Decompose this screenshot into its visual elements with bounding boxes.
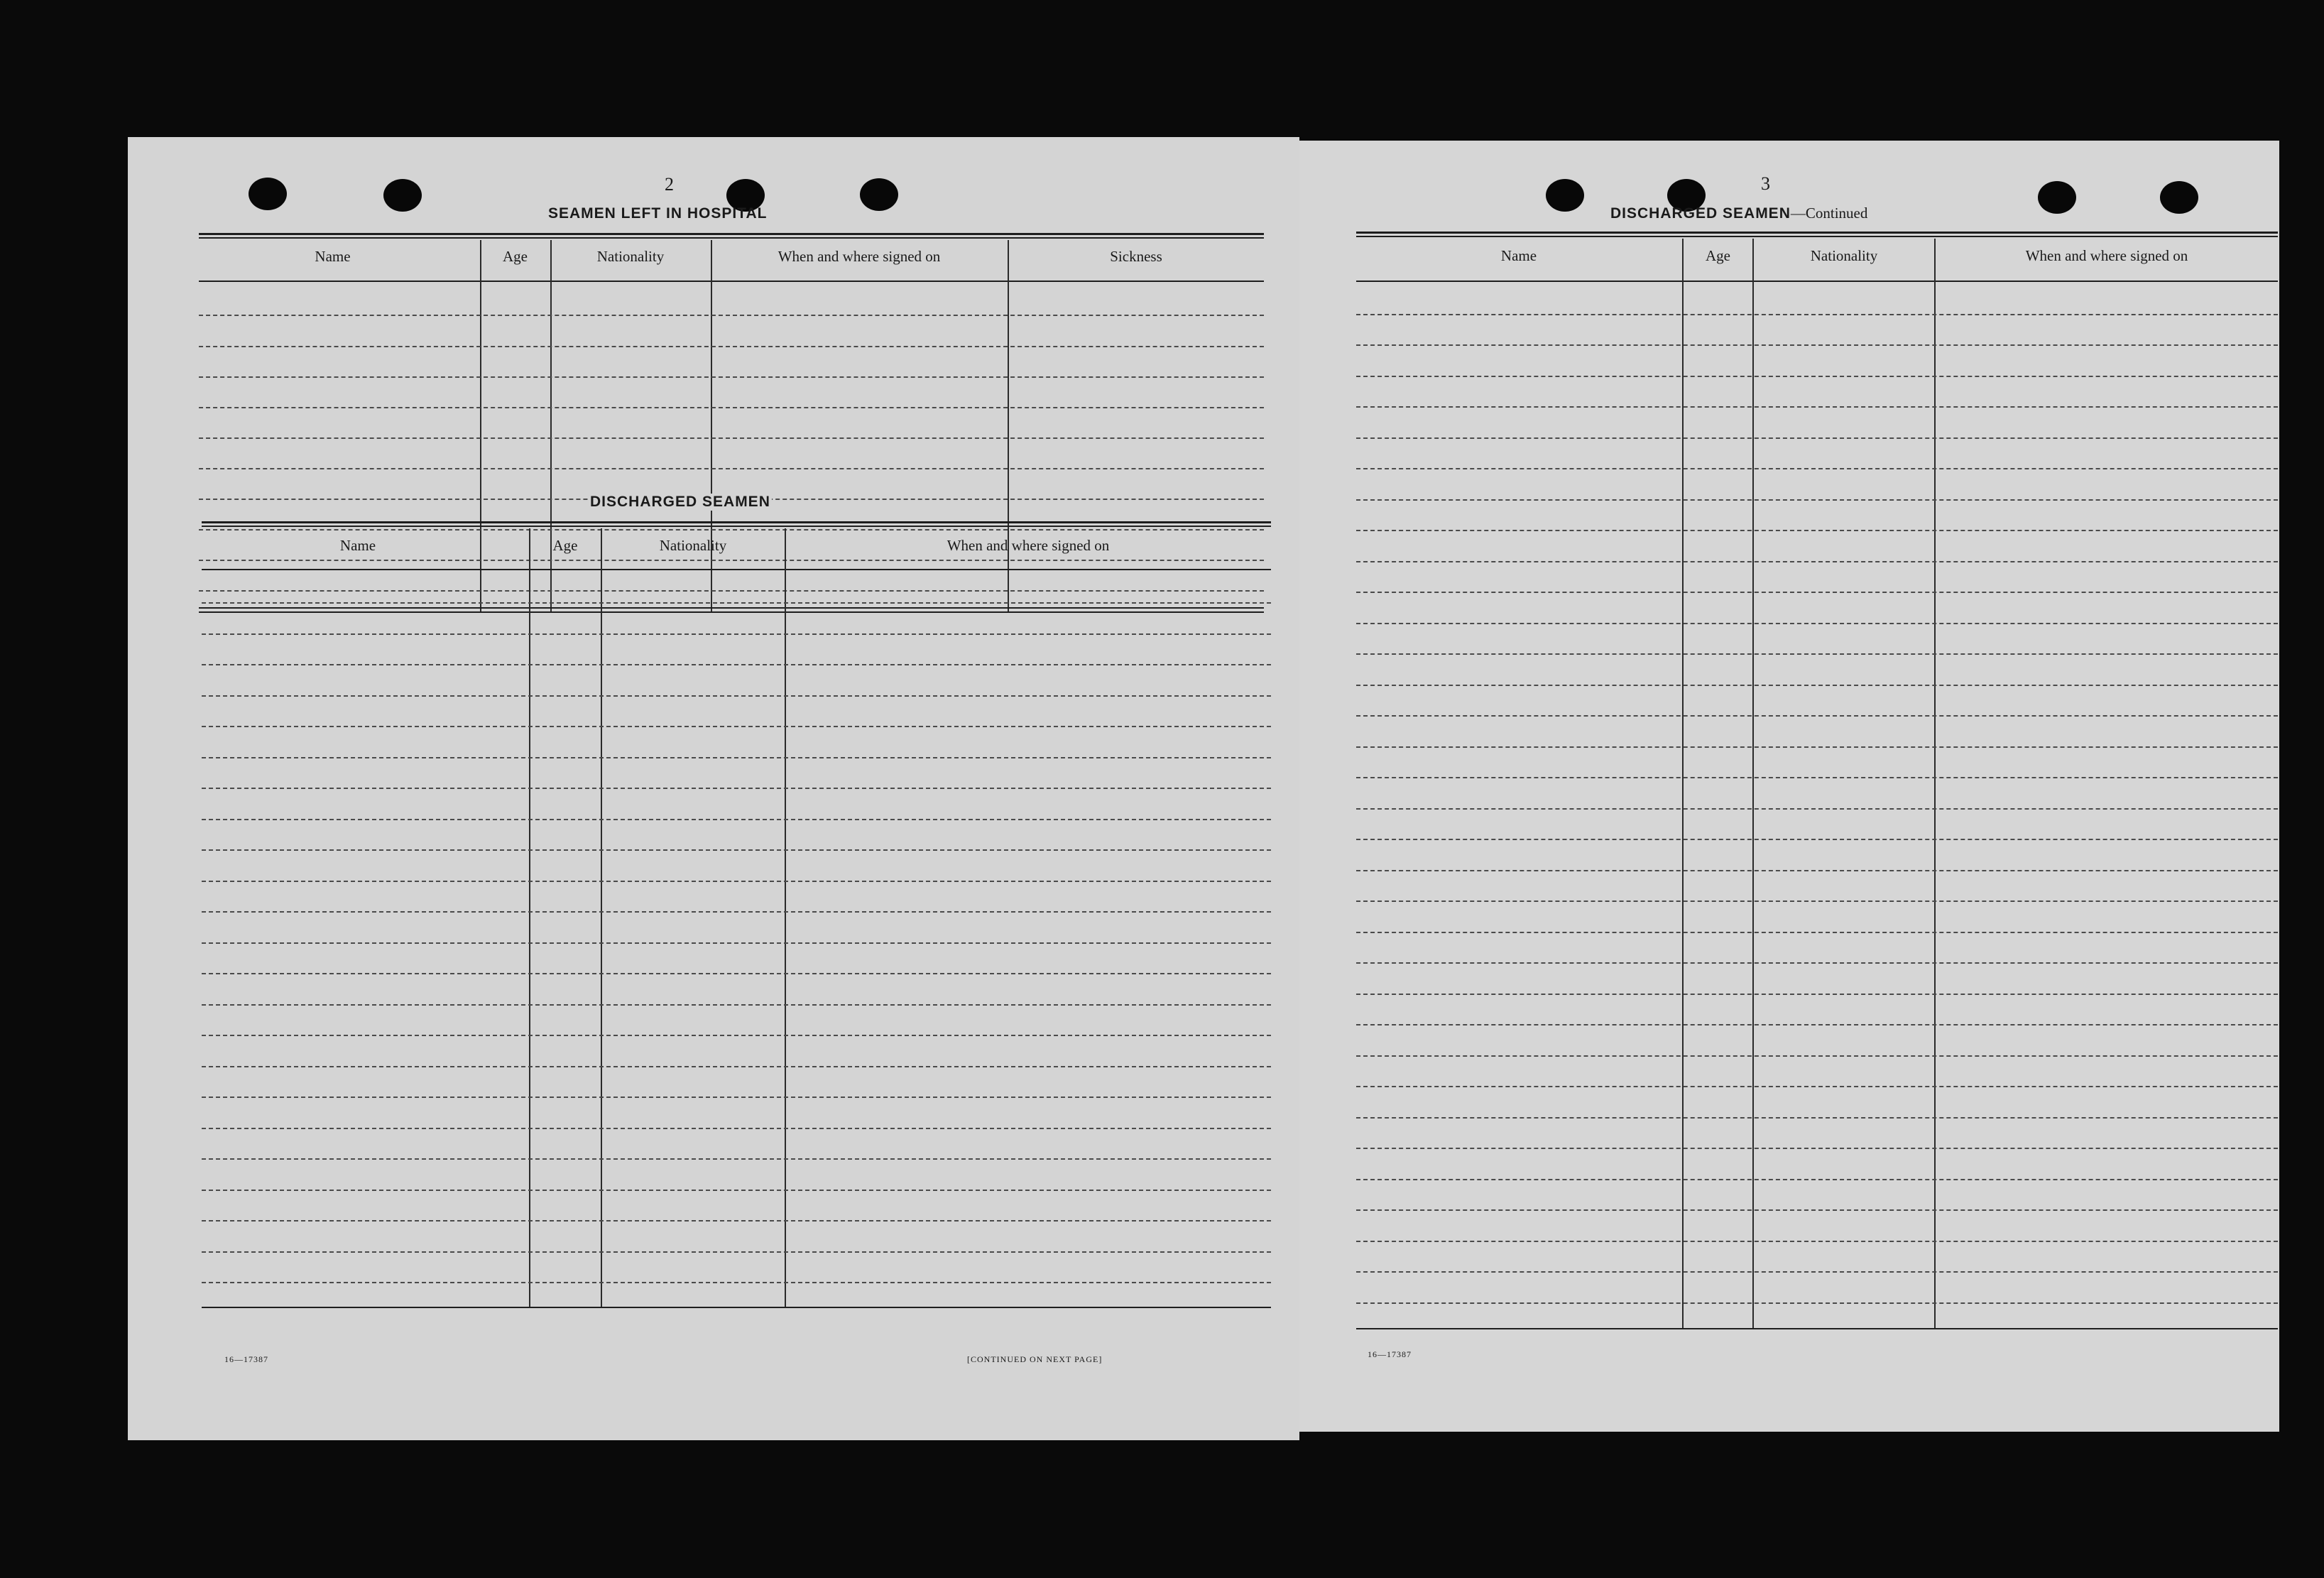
entry-line [1356,1024,2278,1025]
continued-note: [CONTINUED ON NEXT PAGE] [967,1354,1103,1364]
entry-line [1356,1302,2278,1304]
entry-line [202,1190,1271,1191]
entry-line [199,407,1264,408]
entry-line [202,1220,1271,1221]
column-header-age: Age [552,537,578,554]
column-divider [1008,240,1009,613]
discharged-title-text: DISCHARGED SEAMEN [1610,205,1791,222]
entry-line [199,315,1264,316]
continued-suffix: —Continued [1790,205,1868,222]
left-page [128,137,1299,1440]
entry-line [202,633,1271,635]
entry-line [1356,1271,2278,1273]
entry-line [202,664,1271,665]
entry-line [1356,994,2278,995]
column-header-nationality: Nationality [1810,247,1878,264]
column-divider [711,240,712,613]
entry-line [1356,468,2278,469]
entry-line [1356,685,2278,686]
entry-line [202,757,1271,758]
column-header-nationality: Nationality [659,537,727,554]
entry-line [202,942,1271,944]
entry-line [202,602,1271,604]
page-number: 2 [665,174,674,195]
table-top-rule [1356,236,2278,237]
entry-line [1356,561,2278,562]
form-number: 16—17387 [1368,1349,1412,1359]
table-bottom-rule [202,1307,1271,1308]
entry-line [1356,1055,2278,1057]
column-header-signed-on: When and where signed on [2025,247,2188,264]
entry-line [202,973,1271,974]
table-bottom-rule [1356,1328,2278,1329]
punch-hole [2160,181,2198,214]
punch-hole [860,178,898,211]
column-header-nationality: Nationality [596,248,665,265]
column-header-name: Name [315,248,351,265]
entry-line [1356,932,2278,933]
entry-line [1356,1086,2278,1087]
entry-line [1356,1241,2278,1242]
entry-line [1356,1117,2278,1119]
table-top-rule [199,233,1264,235]
entry-line [202,881,1271,882]
column-divider [1934,239,1936,1328]
table-top-rule [202,521,1271,523]
entry-line [202,695,1271,697]
right-page [1299,141,2279,1432]
table-bottom-rule [199,611,1264,613]
entry-line [202,1282,1271,1283]
page-number: 3 [1761,173,1770,194]
entry-line [1356,808,2278,810]
entry-line [1356,314,2278,315]
column-divider [480,240,481,613]
entry-line [199,560,1264,561]
entry-line [1356,746,2278,748]
entry-line [1356,839,2278,840]
entry-line [1356,777,2278,778]
entry-line [199,468,1264,469]
entry-line [199,346,1264,347]
punch-hole [383,179,422,212]
entry-line [202,1128,1271,1129]
entry-line [199,376,1264,378]
entry-line [1356,592,2278,593]
entry-line [1356,1209,2278,1211]
entry-line [202,849,1271,851]
entry-line [199,529,1264,530]
discharged-continued-title [1610,205,1867,222]
header-underline [1356,281,2278,282]
entry-line [199,437,1264,439]
column-header-age: Age [1706,247,1730,264]
table-bottom-rule [199,607,1264,609]
entry-line [202,1066,1271,1067]
table-top-rule [1356,232,2278,234]
entry-line [1356,962,2278,964]
punch-hole [1546,179,1584,212]
entry-line [1356,1179,2278,1180]
column-divider [1682,239,1684,1328]
column-header-signed-on: When and where signed on [778,248,941,265]
header-underline [202,569,1271,570]
form-number: 16—17387 [224,1354,268,1364]
entry-line [199,590,1264,592]
entry-line [202,1035,1271,1036]
entry-line [202,819,1271,820]
column-header-name: Name [339,537,376,554]
column-header-age: Age [503,248,528,265]
hospital-section-title: SEAMEN LEFT IN HOSPITAL [548,205,768,222]
column-divider [1752,239,1754,1328]
table-top-rule [199,237,1264,239]
entry-line [1356,344,2278,346]
punch-hole [2038,181,2076,214]
discharged-section-title: DISCHARGED SEAMEN [590,494,770,510]
entry-line [1356,376,2278,377]
column-header-signed-on: When and where signed on [946,537,1110,554]
entry-line [1356,1148,2278,1149]
entry-line [1356,406,2278,408]
entry-line [202,788,1271,789]
header-underline [199,281,1264,282]
entry-line [202,726,1271,727]
column-header-sickness: Sickness [1110,248,1162,265]
entry-line [1356,900,2278,902]
table-top-rule [202,526,1271,527]
entry-line [202,911,1271,913]
entry-line [1356,530,2278,531]
entry-line [1356,653,2278,655]
entry-line [1356,437,2278,439]
punch-hole [249,178,287,210]
column-divider [550,240,552,613]
entry-line [1356,715,2278,717]
entry-line [202,1004,1271,1006]
entry-line [202,1158,1271,1160]
entry-line [1356,870,2278,871]
entry-line [1356,623,2278,624]
entry-line [202,1251,1271,1253]
column-header-name: Name [1500,247,1537,264]
entry-line [1356,499,2278,501]
entry-line [202,1097,1271,1098]
